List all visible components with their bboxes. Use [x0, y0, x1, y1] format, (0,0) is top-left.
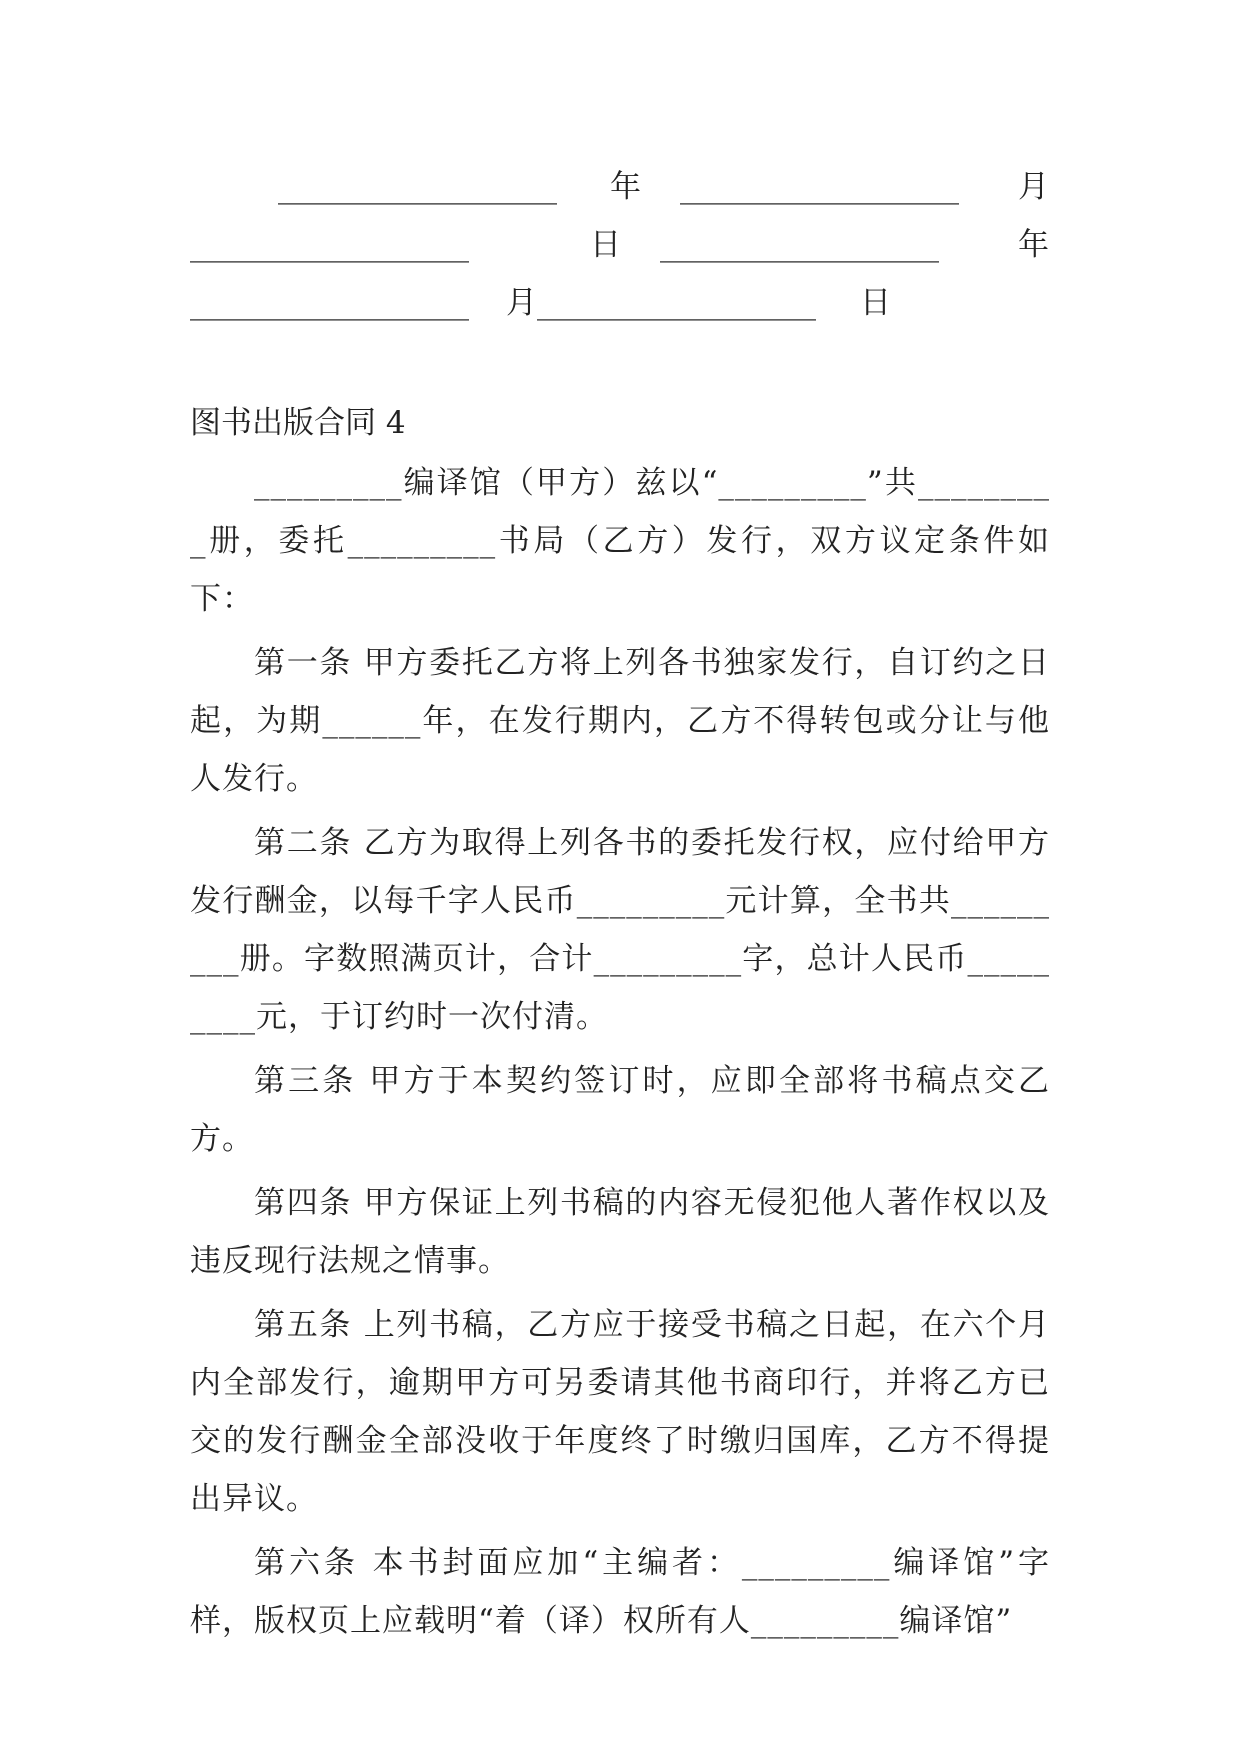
month-label: 月__________________ — [506, 285, 816, 321]
day-label: 日 — [590, 227, 621, 263]
blank-line: __________________ — [680, 169, 959, 205]
date-line-1 — [190, 158, 1050, 216]
blank-line: __________________ — [190, 227, 469, 263]
intro-paragraph: _________编译馆（甲方）兹以“_________”共_________册，委托_________书局（乙方）发行，双方议定条件如下： — [190, 465, 1050, 617]
section-heading: 图书出版合同 4 — [190, 405, 406, 441]
article-1: 第一条 甲方委托乙方将上列各书独家发行，自订约之日起，为期______年，在发行期内，乙方不得转包或分让与他人发行。 — [190, 645, 1050, 797]
day-label: 日 — [860, 285, 891, 321]
article-5: 第五条 上列书稿，乙方应于接受书稿之日起，在六个月内全部发行，逾期甲方可另委请其他书商印行，并将乙方已交的发行酬金全部没收于年度终了时缴归国库，乙方不得提出异议。 — [190, 1307, 1050, 1517]
blank-line: __________________ — [190, 285, 469, 321]
blank-line: __________________ — [660, 227, 939, 263]
month-label: 月 — [1018, 169, 1049, 205]
year-label: 年 — [1018, 227, 1049, 263]
contract-body — [190, 394, 1050, 1656]
date-line-3 — [190, 274, 1050, 332]
article-6: 第六条 本书封面应加“主编者：_________编译馆”字样，版权页上应载明“着（译）权所有人_________编译馆” — [190, 1545, 1050, 1639]
date-block — [190, 158, 1050, 332]
blank-line: __________________ — [278, 169, 557, 205]
article-4: 第四条 甲方保证上列书稿的内容无侵犯他人著作权以及违反现行法规之情事。 — [190, 1185, 1050, 1279]
article-3: 第三条 甲方于本契约签订时，应即全部将书稿点交乙方。 — [190, 1063, 1050, 1157]
article-2: 第二条 乙方为取得上列各书的委托发行权，应付给甲方发行酬金，以每千字人民币_________元计算，全书共_________册。字数照满页计，合计_________字，总计人民币_________元，于订约时一次付清。 — [190, 825, 1050, 1035]
date-line-2 — [190, 216, 1050, 274]
year-label: 年 — [610, 169, 641, 205]
